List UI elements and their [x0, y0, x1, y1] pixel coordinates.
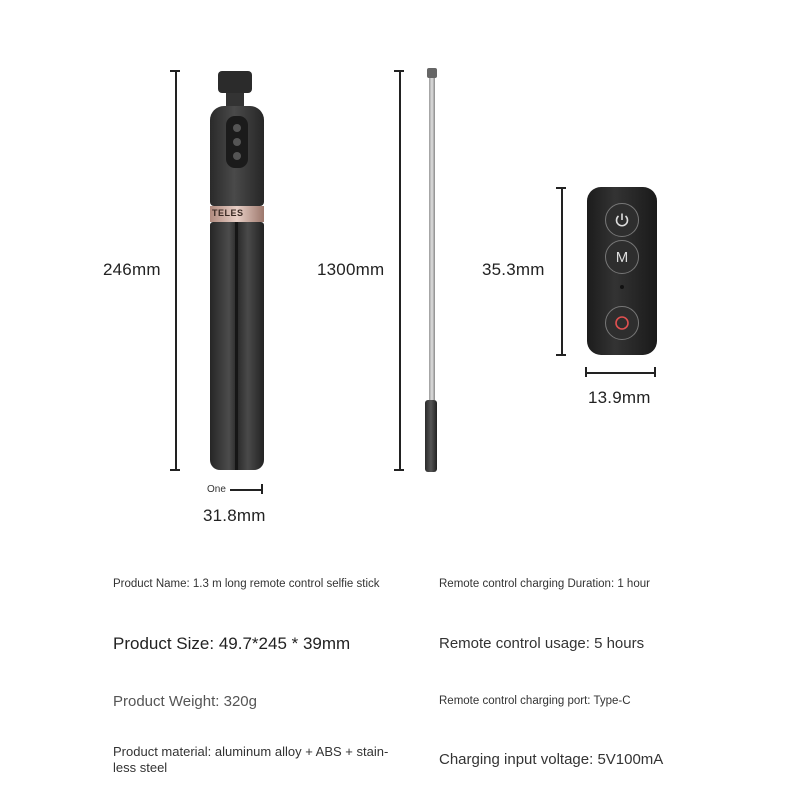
remote-height-label: 35.3mm	[482, 260, 545, 279]
spec-product-name: Product Name: 1.3 m long remote control selfie stick	[113, 578, 380, 590]
remote-height-tick-bottom	[556, 354, 566, 356]
remote-width-label: 13.9mm	[588, 388, 651, 407]
spec-material-line2: less steel	[113, 760, 168, 775]
power-icon-svg	[613, 211, 631, 229]
tripod-width-label: 31.8mm	[203, 506, 266, 525]
extended-length-tick-top	[394, 70, 404, 72]
remote-height-tick-top	[556, 187, 566, 189]
remote-indicator-led	[620, 285, 624, 289]
extended-length-tick-bottom	[394, 469, 404, 471]
spec-remote-usage: Remote control usage: 5 hours	[439, 635, 645, 652]
tripod-button-panel	[226, 116, 248, 168]
remote-width-tick-right	[654, 367, 656, 377]
tripod-button-bottom	[233, 152, 241, 160]
tripod-height-label: 246mm	[103, 260, 161, 279]
tripod-height-line	[175, 70, 177, 470]
tripod-leg-gap	[235, 222, 238, 470]
extended-length-label: 1300mm	[317, 260, 385, 279]
mode-button	[605, 240, 639, 274]
mode-button-label: M	[615, 248, 629, 266]
stick-handle	[425, 400, 437, 472]
spec-charging-duration: Remote control charging Duration: 1 hour	[439, 578, 650, 590]
spec-product-size: Product Size: 49.7*245 * 39mm	[113, 634, 351, 653]
remote-width-tick-left	[585, 367, 587, 377]
stick-mount	[427, 68, 437, 78]
shutter-icon	[605, 306, 639, 340]
power-icon	[605, 203, 639, 237]
spec-input-voltage: Charging input voltage: 5V100mA	[439, 751, 664, 768]
brand-logo-text: TELES	[212, 208, 244, 218]
tripod-button-top	[233, 124, 241, 132]
telescopic-shaft	[429, 78, 435, 400]
spec-product-weight: Product Weight: 320g	[113, 693, 257, 710]
camera-mount	[218, 71, 252, 93]
spec-charging-port: Remote control charging port: Type-C	[439, 695, 631, 707]
remote-width-line	[585, 372, 655, 374]
tripod-height-tick-top	[170, 70, 180, 72]
extended-length-line	[399, 70, 401, 470]
spec-material-line1: Product material: aluminum alloy + ABS + stain-	[113, 744, 389, 759]
remote-height-line	[561, 187, 563, 355]
tripod-height-tick-bottom	[170, 469, 180, 471]
mount-neck	[226, 93, 244, 107]
tripod-width-tick	[261, 484, 263, 494]
shutter-icon-svg	[613, 314, 631, 332]
tripod-width-small-label: One	[207, 484, 226, 495]
tripod-button-middle	[233, 138, 241, 146]
tripod-width-line	[230, 489, 262, 491]
